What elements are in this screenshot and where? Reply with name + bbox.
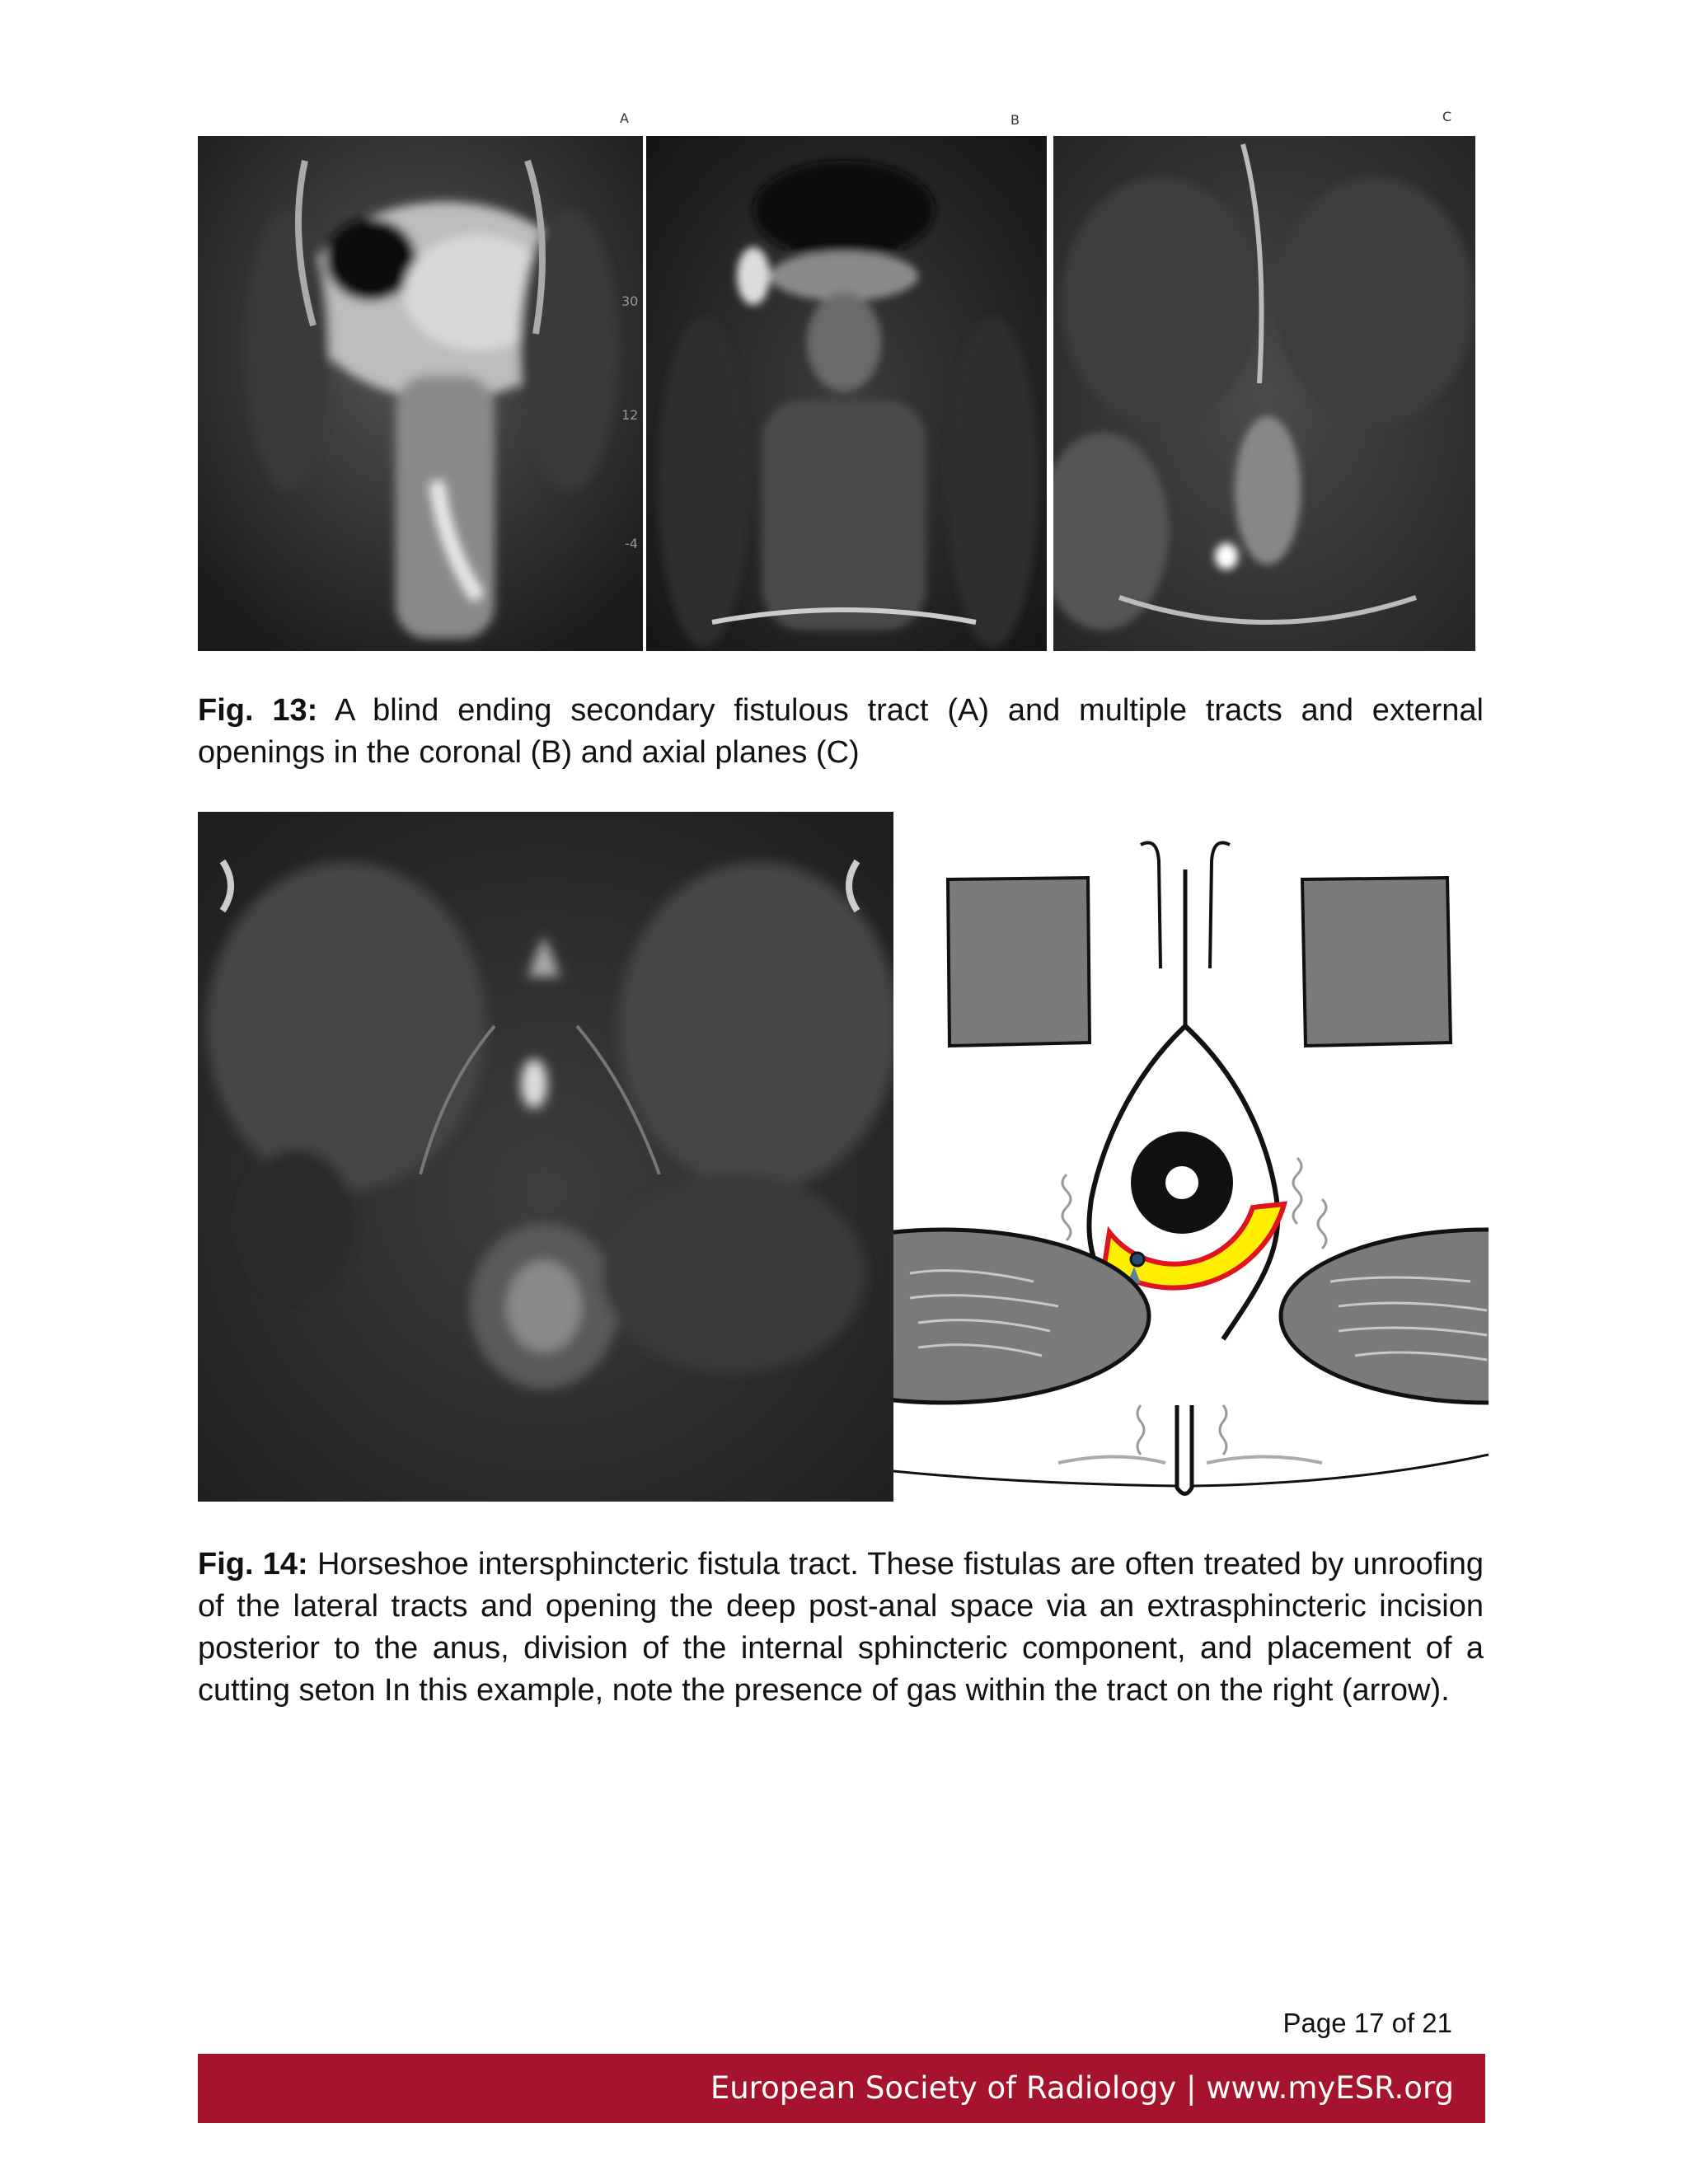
diagram-gas-dot (1131, 1253, 1144, 1266)
footer-bar (198, 2054, 1485, 2123)
figure-14-label: Fig. 14: (198, 1547, 308, 1582)
scale-tick-12: 12 (621, 407, 639, 423)
scale-tick-30: 30 (621, 293, 639, 309)
panel-label-a: A (620, 110, 629, 126)
figure-14-caption (198, 1544, 1484, 1712)
panel-label-c: C (1442, 109, 1452, 124)
mri-panel-b (646, 136, 1047, 651)
diagram-right-lower-muscle (1281, 1230, 1489, 1403)
page-number: Page 17 of 21 (1282, 2008, 1452, 2038)
horseshoe-fistula-diagram (893, 812, 1489, 1502)
diagram-left-upper-muscle (948, 878, 1090, 1046)
panel-label-b: B (1010, 112, 1020, 128)
mri-axial-image (198, 812, 893, 1502)
scale-tick-neg4: -4 (625, 536, 638, 551)
footer-text: European Society of Radiology | www.myESR.org (710, 2070, 1454, 2106)
figure-13-label: Fig. 13: (198, 693, 318, 728)
figure-13-text: A blind ending secondary fistulous tract (A) and multiple tracts and external openings in the coronal (B) and axial planes (C) (198, 693, 1484, 770)
mri-panel-a (198, 136, 643, 651)
figure-13-caption (198, 690, 1484, 774)
figure-14-text: Horseshoe intersphincteric fistula tract. These fistulas are often treated by unroofing of the lateral tracts and opening the deep post-anal space via an extrasphincteric incision posterior to the anus, division of the internal sphincteric component, and placement of a cutting seton In this example, note the presence of gas within the tract on the right (arrow). (198, 1547, 1484, 1708)
diagram-right-upper-muscle (1302, 878, 1451, 1046)
mri-panel-c (1053, 136, 1475, 651)
